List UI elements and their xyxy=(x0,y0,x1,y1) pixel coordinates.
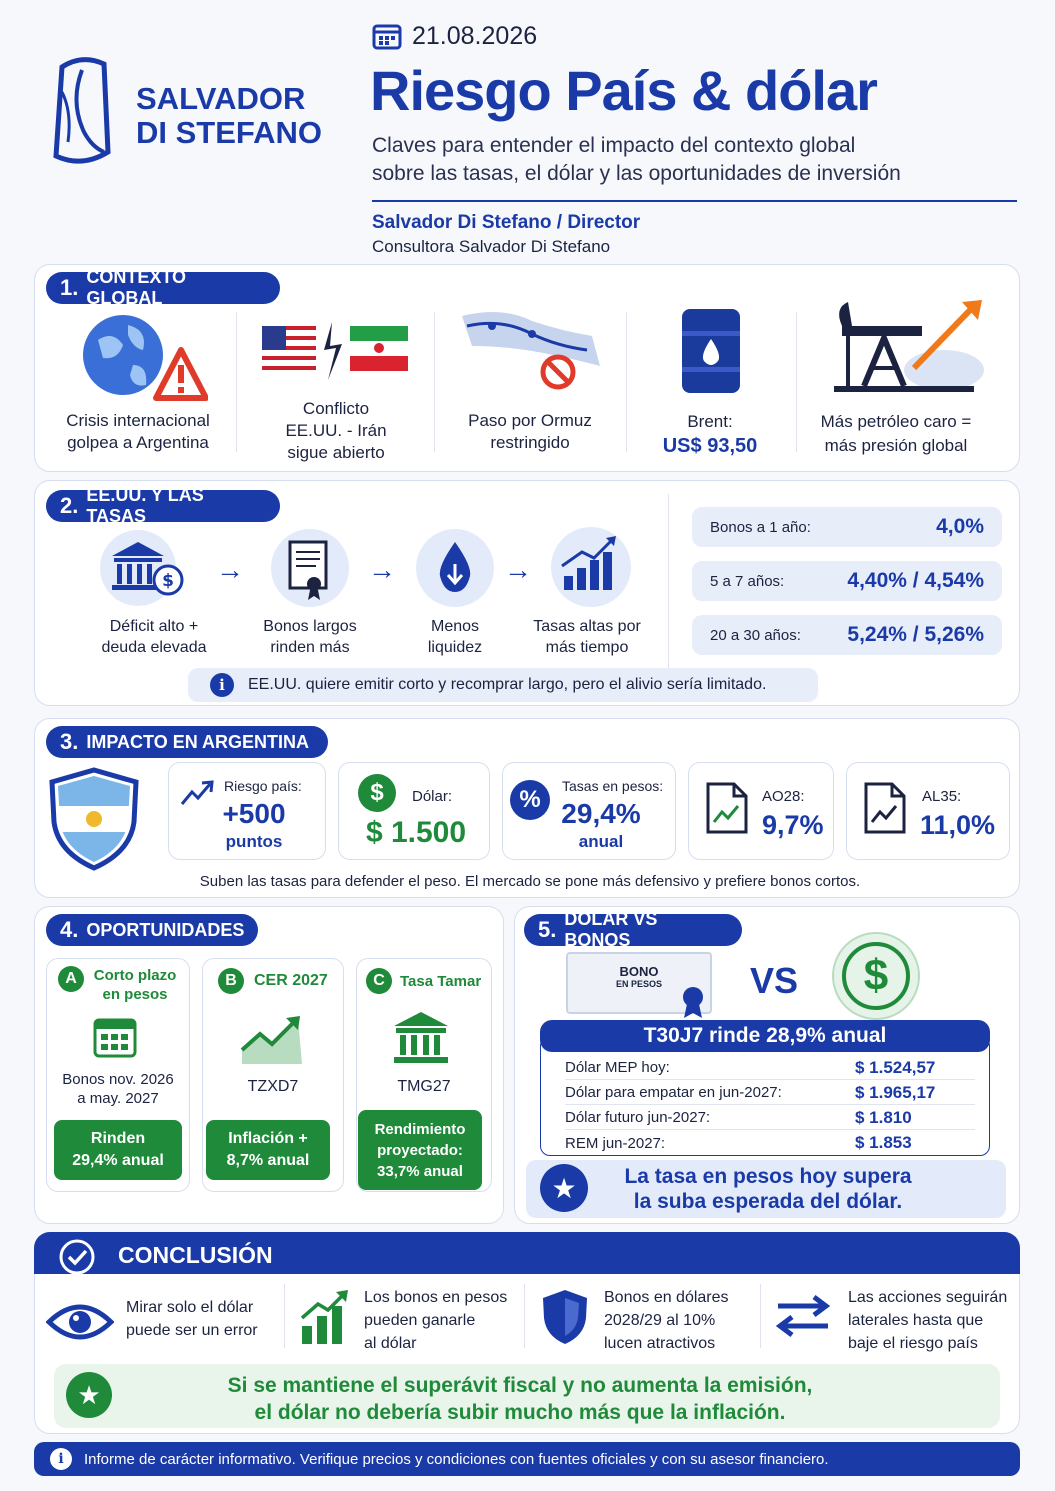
conclusion-item-3-l1: Bonos en dólares xyxy=(604,1289,729,1306)
oil-pump-icon xyxy=(834,298,984,401)
al35-value: 11,0% xyxy=(920,810,996,840)
bank-icon xyxy=(390,1008,452,1071)
conclusion-item-1-l2: puede ser un error xyxy=(126,1322,258,1339)
table-row xyxy=(565,1081,975,1105)
callout-l2: la suba esperada del dólar. xyxy=(633,1190,903,1213)
page-title: Riesgo País & dólar xyxy=(370,59,877,122)
ao28-label: AO28: xyxy=(762,788,805,805)
report-date: 21.08.2026 xyxy=(412,22,538,50)
calendar-icon xyxy=(372,22,402,55)
calendar-icon xyxy=(92,1014,138,1063)
divider xyxy=(434,312,435,452)
context-item-1-l1: Crisis internacional xyxy=(66,411,210,430)
organization: Consultora Salvador Di Stefano xyxy=(372,237,611,256)
exchange-arrows-icon xyxy=(774,1294,832,1343)
section5-number: 5. xyxy=(538,917,557,942)
section2-number: 2. xyxy=(60,493,79,518)
brand-line2: DI STEFANO xyxy=(136,115,323,150)
rate-label: Bonos a 1 año: xyxy=(710,518,811,536)
conclusion-item-2 xyxy=(364,1286,507,1355)
rate-row-1 xyxy=(692,507,1002,547)
option-a-title-l2: en pesos xyxy=(102,986,168,1003)
bond-label-l1: BONO xyxy=(619,964,659,979)
bond-label-l2: EN PESOS xyxy=(615,979,662,989)
context-item-1 xyxy=(52,410,224,454)
rising-bars-icon xyxy=(546,526,636,613)
section5-title: DÓLAR VS BONOS xyxy=(564,909,658,950)
info-note-text: EE.UU. quiere emitir corto y recomprar largo, pero el alivio sería limitado. xyxy=(248,676,767,693)
subtitle-line2: sobre las tasas, el dólar y las oportunidades de inversión xyxy=(372,162,901,185)
context-item-2 xyxy=(250,398,422,464)
star-icon: ★ xyxy=(66,1372,112,1418)
dolar-value: $ 1.500 xyxy=(365,816,467,849)
option-b-title: CER 2027 xyxy=(254,972,328,989)
arrow-right-icon: → xyxy=(368,554,396,585)
flow-step-1 xyxy=(66,616,242,658)
conclusion-item-3-l3: lucen atractivos xyxy=(604,1335,716,1352)
dollar-sign: $ xyxy=(842,942,910,1010)
document-chart-icon xyxy=(704,782,750,839)
footer-disclaimer xyxy=(34,1442,1020,1476)
info-icon: i xyxy=(50,1448,72,1470)
row-value: $ 1.524,57 xyxy=(855,1057,936,1077)
tasas-unit: anual xyxy=(578,832,624,851)
divider xyxy=(796,312,797,452)
option-a-yield-l1: Rinden xyxy=(90,1130,146,1147)
check-circle-icon xyxy=(58,1238,96,1281)
ao28-value: 9,7% xyxy=(762,810,824,840)
row-value: $ 1.810 xyxy=(855,1107,912,1127)
document-chart-icon xyxy=(862,782,908,839)
info-note xyxy=(188,668,818,702)
option-a-badge: A xyxy=(58,966,84,992)
arrow-right-icon: → xyxy=(504,554,532,585)
option-a-yield xyxy=(54,1120,182,1180)
row-label: Dólar futuro jun-2027: xyxy=(565,1109,711,1126)
footer-text: Informe de carácter informativo. Verifique precios y condiciones con fuentes oficiales y con su asesor financiero. xyxy=(84,1450,829,1468)
strait-map-icon xyxy=(462,306,602,401)
highlight-text xyxy=(150,1372,890,1426)
conclusion-item-1 xyxy=(126,1296,258,1342)
section5-header xyxy=(524,909,742,950)
option-b-header xyxy=(218,968,328,994)
context-item-3 xyxy=(446,410,614,454)
svg-text:$: $ xyxy=(162,571,174,591)
context-item-2-l1: Conflicto xyxy=(302,399,370,418)
author: Salvador Di Stefano / Director xyxy=(372,212,641,233)
flow-step-3-l2: liquidez xyxy=(427,639,483,656)
conclusion-item-3 xyxy=(604,1286,729,1355)
rate-value: 4,40% / 4,54% xyxy=(847,569,984,592)
conclusion-item-3-l2: 2028/29 al 10% xyxy=(604,1312,716,1329)
rate-row-3 xyxy=(692,615,1002,655)
conclusion-item-4 xyxy=(848,1286,1007,1355)
divider xyxy=(668,494,669,668)
section1-number: 1. xyxy=(60,275,79,300)
conclusion-item-2-l2: pueden ganarle xyxy=(364,1312,476,1329)
option-a-desc xyxy=(50,1070,186,1108)
option-a-desc-l1: Bonos nov. 2026 xyxy=(62,1071,174,1088)
section4-title: OPORTUNIDADES xyxy=(86,919,245,940)
brand-logo xyxy=(42,52,122,172)
divider xyxy=(236,312,237,452)
al35-label: AL35: xyxy=(922,788,962,805)
star-icon: ★ xyxy=(540,1164,588,1212)
callout-text xyxy=(600,1164,936,1214)
flow-step-3 xyxy=(392,616,518,658)
logo-icon xyxy=(42,52,122,172)
brent-value: US$ 93,50 xyxy=(662,435,758,457)
option-b-yield-l2: 8,7% anual xyxy=(226,1152,310,1169)
section1-title: CONTEXTO GLOBAL xyxy=(86,267,187,308)
bank-dollar-icon xyxy=(96,528,186,611)
option-b-yield xyxy=(206,1120,330,1180)
conclusion-item-2-l1: Los bonos en pesos xyxy=(364,1289,508,1306)
divider xyxy=(284,1284,285,1348)
context-item-3-l1: Paso por Ormuz xyxy=(468,411,592,430)
page-subtitle xyxy=(372,132,901,188)
section3-number: 3. xyxy=(60,729,79,754)
argentina-shield-icon xyxy=(48,766,140,877)
header-divider xyxy=(372,200,1017,202)
option-c-badge: C xyxy=(366,968,392,994)
subtitle-line1: Claves para entender el impacto del contexto global xyxy=(372,134,856,157)
context-item-5-l2: más presión global xyxy=(824,436,968,455)
dollar-circle-icon: $ xyxy=(358,774,396,812)
table-row xyxy=(565,1056,975,1080)
option-c-title: Tasa Tamar xyxy=(400,972,482,990)
divider xyxy=(626,312,627,452)
conclusion-title: CONCLUSIÓN xyxy=(118,1242,273,1268)
flow-step-4-l2: más tiempo xyxy=(545,639,629,656)
section3-title: IMPACTO EN ARGENTINA xyxy=(86,731,310,752)
context-item-2-l3: sigue abierto xyxy=(287,443,385,462)
flow-step-3-l1: Menos xyxy=(430,618,480,635)
option-a-header xyxy=(58,966,188,1004)
brand-name xyxy=(136,82,322,150)
shield-icon xyxy=(540,1288,590,1351)
flow-step-4-l1: Tasas altas por xyxy=(533,618,641,635)
brand-line1: SALVADOR xyxy=(136,81,306,116)
option-c-yield-l1: Rendimiento xyxy=(374,1120,466,1138)
row-label: REM jun-2027: xyxy=(565,1134,666,1152)
context-item-2-l2: EE.UU. - Irán xyxy=(285,421,387,440)
table-row xyxy=(565,1131,975,1155)
brent-label: Brent: xyxy=(687,412,733,431)
context-item-5 xyxy=(808,410,984,458)
option-b-yield-l1: Inflación + xyxy=(228,1130,308,1147)
option-c-header xyxy=(366,968,481,994)
flow-step-2-l2: rinden más xyxy=(270,639,350,656)
option-c-yield xyxy=(358,1110,482,1190)
section1-header xyxy=(46,267,280,308)
row-value: $ 1.965,17 xyxy=(855,1082,936,1102)
row-label: Dólar MEP hoy: xyxy=(565,1059,670,1076)
section4-number: 4. xyxy=(60,917,79,942)
section4-header xyxy=(46,914,258,946)
divider xyxy=(524,1284,525,1348)
info-icon: i xyxy=(210,673,234,697)
context-item-5-l1: Más petróleo caro = xyxy=(820,412,972,431)
riesgo-unit: puntos xyxy=(225,832,283,851)
rate-value: 5,24% / 5,26% xyxy=(847,623,984,646)
flow-step-2 xyxy=(232,616,388,658)
conclusion-item-4-l1: Las acciones seguirán xyxy=(848,1289,1008,1306)
bond-document-icon xyxy=(266,528,354,613)
dollar-coin-icon xyxy=(832,932,920,1020)
rate-label: 20 a 30 años: xyxy=(710,626,801,644)
rate-row-2 xyxy=(692,561,1002,601)
option-c-yield-l2: proyectado: xyxy=(377,1141,463,1159)
context-item-3-l2: restringido xyxy=(490,433,570,452)
globe-warning-icon xyxy=(78,310,208,410)
section3-note: Suben las tasas para defender el peso. El mercado se pone más defensivo y prefiere bonos cortos. xyxy=(199,873,861,890)
conclusion-item-2-l3: al dólar xyxy=(364,1335,417,1352)
rate-value: 4,0% xyxy=(936,515,984,538)
flow-step-4 xyxy=(516,616,658,658)
highlight-l1: Si se mantiene el superávit fiscal y no aumenta la emisión, xyxy=(227,1374,813,1397)
section3-header xyxy=(46,726,328,758)
option-c-yield-l3: 33,7% anual xyxy=(377,1162,463,1180)
percent-icon: % xyxy=(510,780,550,820)
divider xyxy=(760,1284,761,1348)
section2-title: EE.UU. Y LAS TASAS xyxy=(86,485,204,526)
option-a-yield-l2: 29,4% anual xyxy=(72,1152,164,1169)
context-item-1-l2: golpea a Argentina xyxy=(67,433,209,452)
flow-step-2-l1: Bonos largos xyxy=(263,618,357,635)
table-row xyxy=(565,1106,975,1130)
flow-step-1-l2: deuda elevada xyxy=(101,639,207,656)
bar-chart-up-icon xyxy=(298,1288,352,1351)
dolar-label: Dólar: xyxy=(412,788,453,805)
eye-icon xyxy=(46,1300,114,1349)
option-b-desc: TZXD7 xyxy=(247,1078,299,1095)
option-a-desc-l2: a may. 2027 xyxy=(77,1090,159,1107)
rate-label: 5 a 7 años: xyxy=(710,572,785,590)
growth-chart-icon xyxy=(240,1010,304,1071)
liquidity-drop-icon xyxy=(412,528,498,613)
option-a-title-l1: Corto plazo xyxy=(93,967,177,984)
conclusion-item-4-l2: laterales hasta que xyxy=(848,1312,984,1329)
row-value: $ 1.853 xyxy=(855,1133,912,1152)
riesgo-value: +500 xyxy=(222,798,286,829)
flow-step-1-l1: Déficit alto + xyxy=(109,618,199,635)
t30j7-banner: T30J7 rinde 28,9% anual xyxy=(540,1020,990,1052)
flags-conflict-icon xyxy=(262,322,410,385)
section2-header xyxy=(46,485,280,526)
option-c-desc: TMG27 xyxy=(397,1078,451,1095)
arrow-right-icon: → xyxy=(216,554,244,585)
context-item-4 xyxy=(636,410,784,458)
vs-label: VS xyxy=(750,960,799,1001)
conclusion-item-4-l3: baje el riesgo país xyxy=(848,1335,978,1352)
callout-l1: La tasa en pesos hoy supera xyxy=(624,1165,912,1188)
row-label: Dólar para empatar en jun-2027: xyxy=(565,1084,782,1101)
tasas-value: 29,4% xyxy=(561,798,641,829)
tasas-label: Tasas en pesos: xyxy=(562,778,664,794)
riesgo-label: Riesgo país: xyxy=(224,778,302,794)
highlight-l2: el dólar no debería subir mucho más que la inflación. xyxy=(254,1401,786,1424)
oil-barrel-icon xyxy=(678,305,744,402)
option-b-badge: B xyxy=(218,968,244,994)
conclusion-item-1-l1: Mirar solo el dólar xyxy=(126,1299,254,1316)
